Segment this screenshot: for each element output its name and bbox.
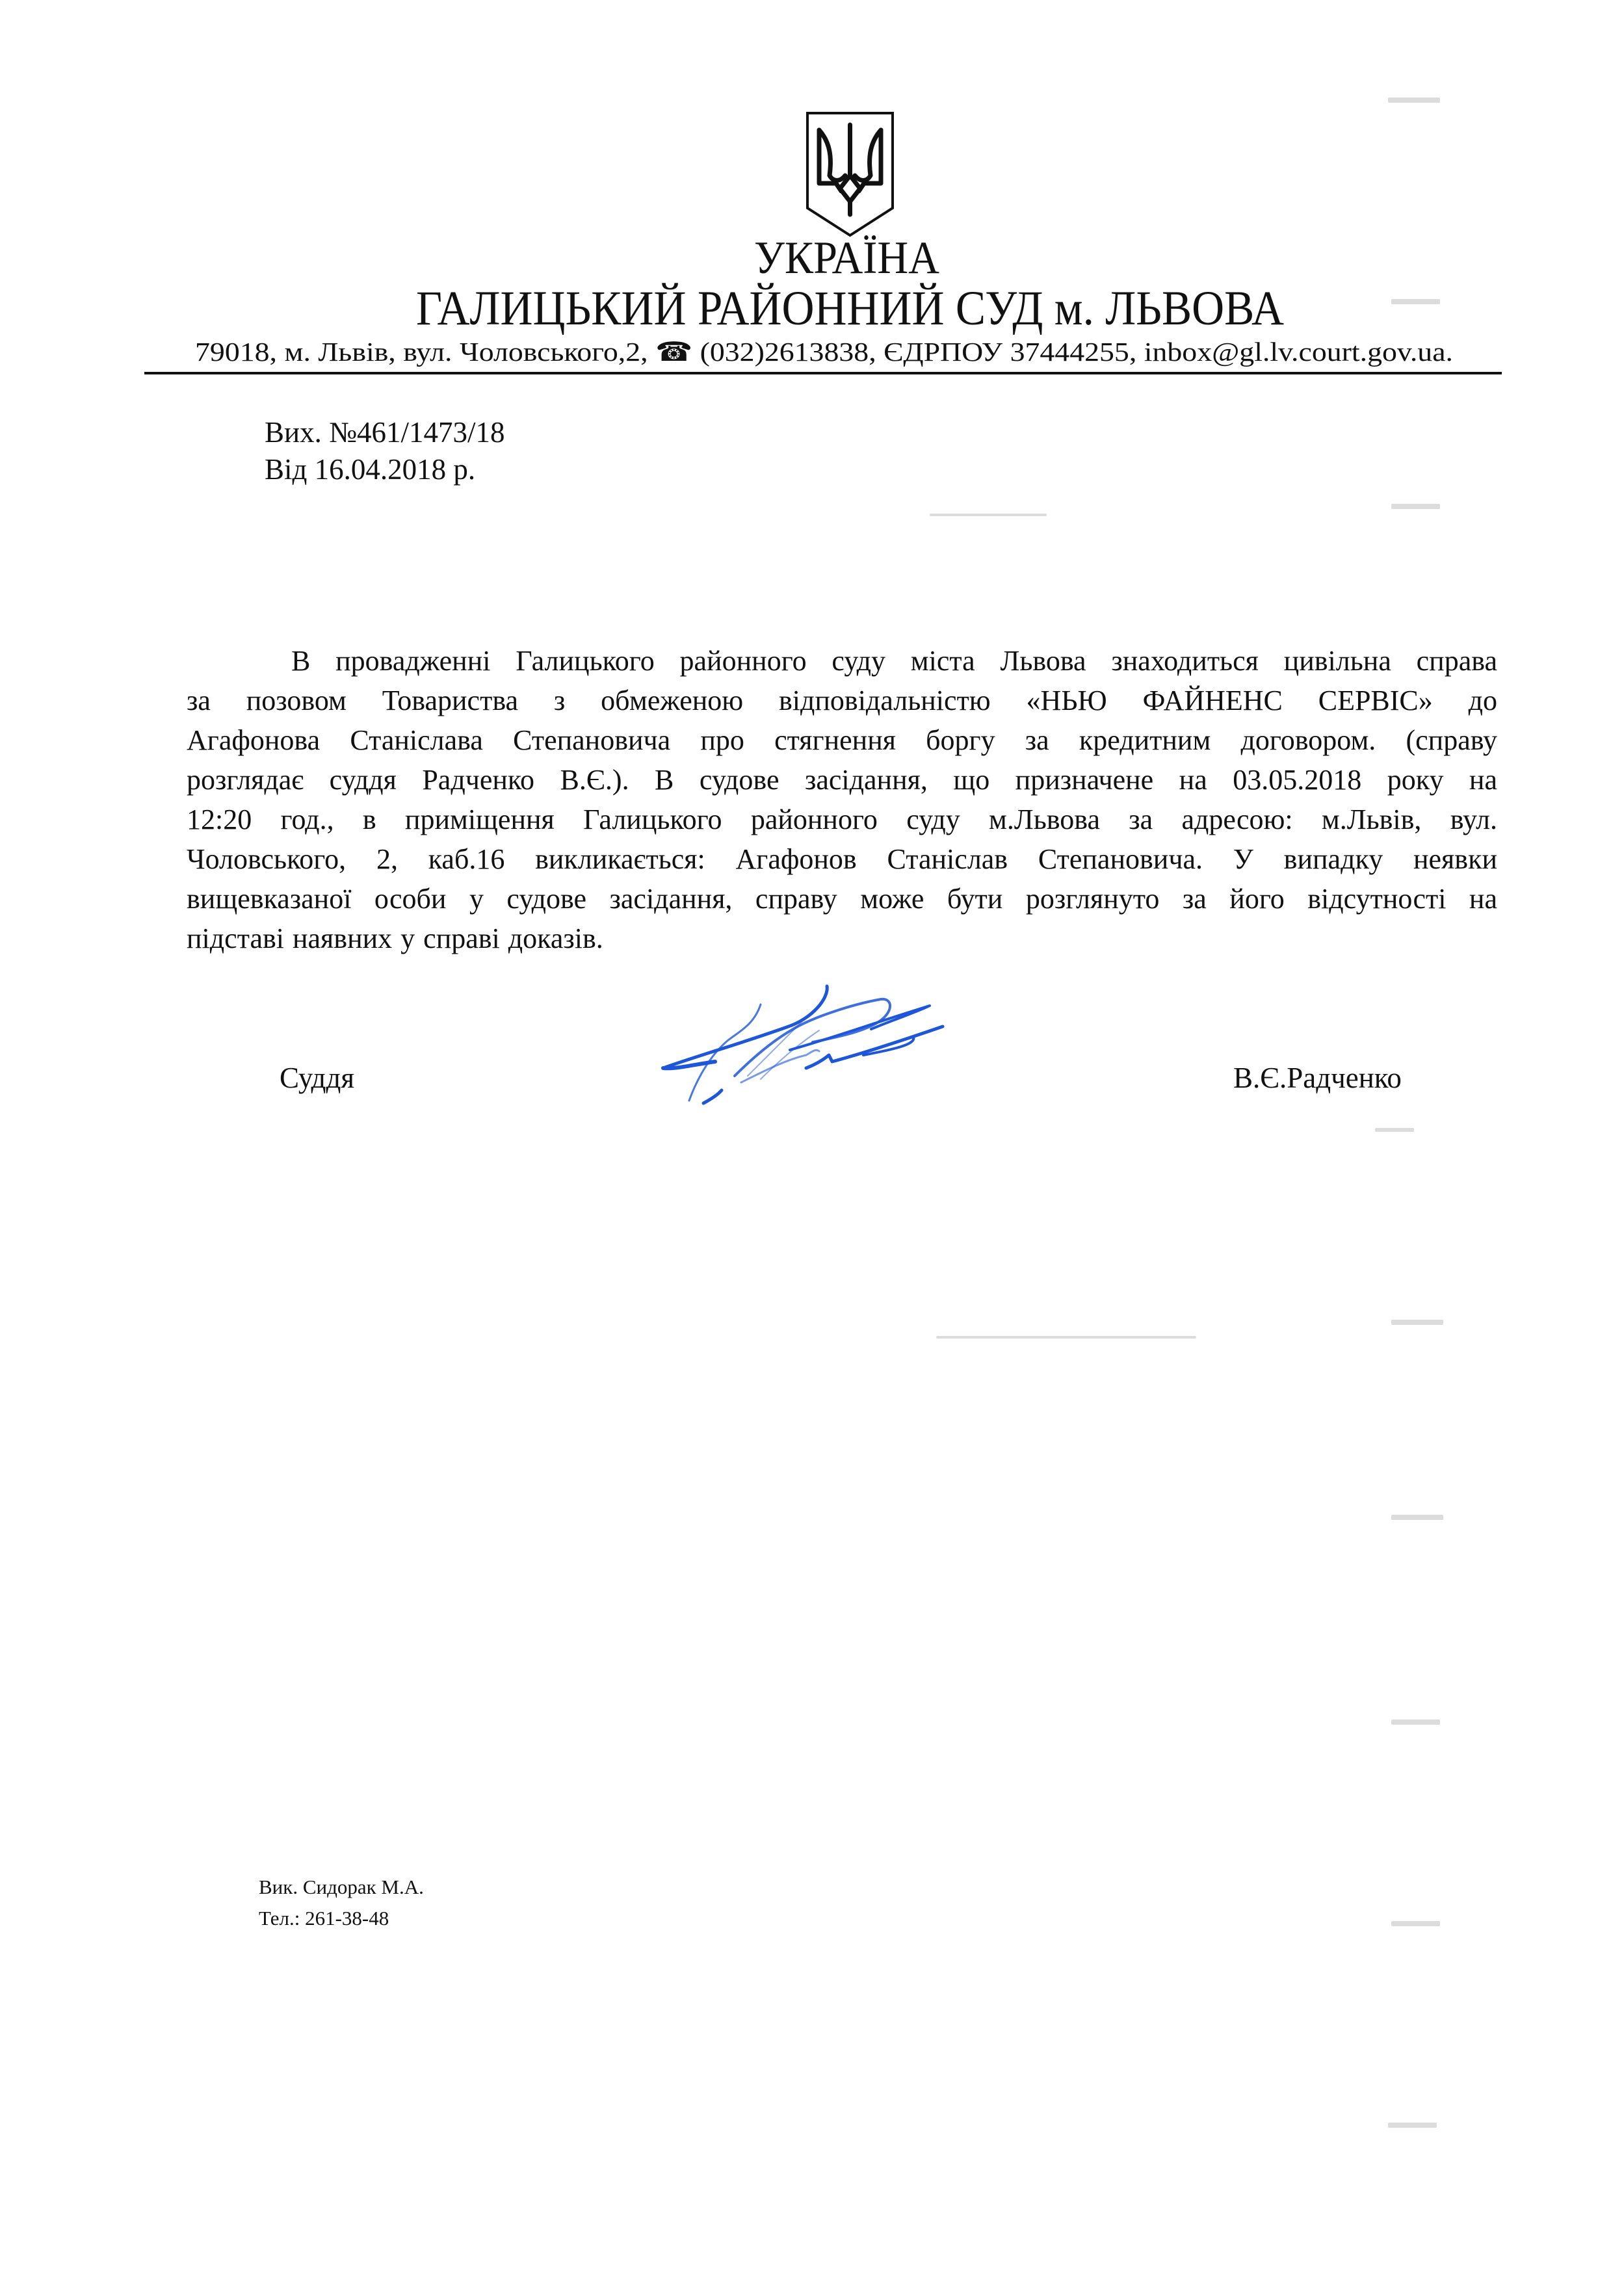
handwritten-signature (657, 978, 956, 1112)
scan-artifact (1375, 1128, 1414, 1132)
body-line: розглядає суддя Радченко В.Є.). В судове засідання, що призначене на 03.05.2018 року на (187, 764, 1497, 796)
address-contacts: (032)2613838, ЄДРПОУ 37444255, inbox@gl.lv.court.gov.ua. (692, 337, 1453, 367)
scan-artifact (1391, 1515, 1443, 1520)
telephone-icon: ☎ (655, 337, 693, 367)
scan-artifact (1391, 504, 1440, 509)
body-line: вищевказаної особи у судове засідання, справу може бути розглянуто за його відсутності на (187, 883, 1497, 915)
body-line: за позовом Товариства з обмеженою відповідальністю «НЬЮ ФАЙНЕНС СЕРВІС» до (187, 685, 1497, 716)
executor-name: Вик. Сидорак М.А. (259, 1876, 424, 1898)
judge-name: В.Є.Радченко (1233, 1062, 1402, 1094)
letterhead-divider (144, 372, 1502, 374)
scan-artifact (1388, 2123, 1437, 2128)
body-line: Чоловського, 2, каб.16 викликається: Агафонов Станіслав Степановича. У випадку неявки (187, 843, 1497, 875)
court-name-title: ГАЛИЦЬКИЙ РАЙОННИЙ СУД м. ЛЬВОВА (416, 281, 1284, 335)
address-street: 79018, м. Львів, вул. Чоловського,2, (195, 337, 656, 367)
body-line: підставі наявних у справі доказів. (187, 922, 603, 954)
outgoing-date: Від 16.04.2018 р. (265, 453, 476, 486)
letterhead-country (754, 235, 953, 281)
body-paragraph (187, 641, 1497, 958)
scan-artifact (930, 514, 1047, 516)
scan-artifact (1391, 299, 1440, 304)
scan-artifact (1391, 1921, 1440, 1926)
judge-title: Суддя (280, 1062, 355, 1094)
address-line (195, 339, 1453, 365)
scan-artifact (1391, 1320, 1443, 1325)
letterhead-address (195, 337, 1453, 367)
country-title: УКРАЇНА (754, 233, 939, 283)
letterhead-court-name (416, 281, 1356, 335)
scan-artifact (1388, 98, 1440, 103)
body-line: В провадженні Галицького районного суду міста Львова знаходиться цивільна справа (291, 645, 1497, 677)
outgoing-number: Вих. №461/1473/18 (265, 416, 505, 449)
scan-artifact (1391, 1720, 1440, 1725)
scan-artifact (936, 1336, 1196, 1339)
coat-of-arms-icon (804, 111, 897, 238)
executor-phone: Тел.: 261-38-48 (259, 1907, 389, 1929)
body-line: 12:20 год., в приміщення Галицького районного суду м.Львова за адресою: м.Львів, вул. (187, 804, 1497, 835)
body-line: Агафонова Станіслава Степановича про стягнення боргу за кредитним договором. (справу (187, 724, 1497, 756)
